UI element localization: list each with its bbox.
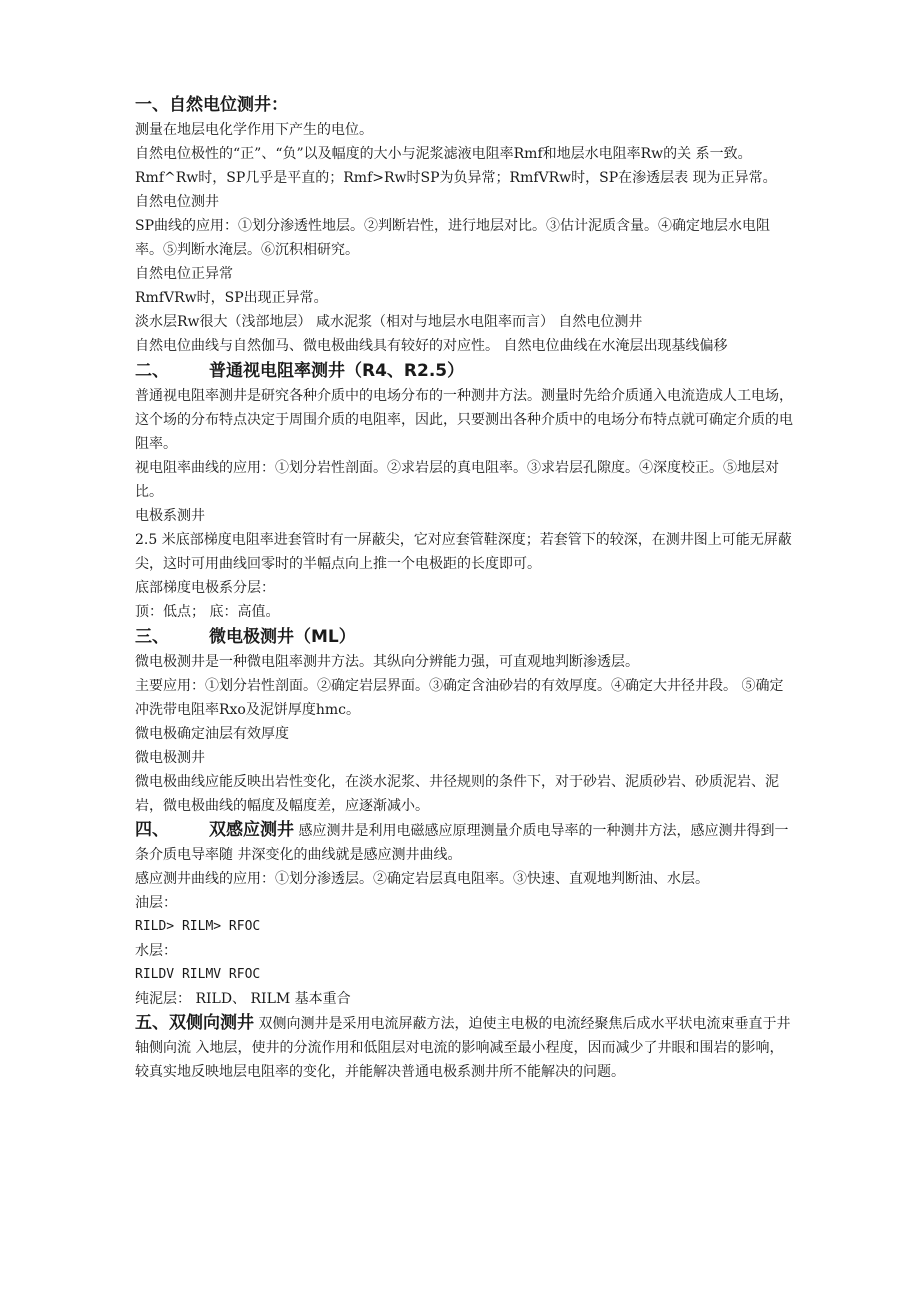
- paragraph: 2.5 米底部梯度电阻率进套管时有一屏蔽尖，它对应套管鞋深度；若套管下的较深，在测井图上可能无屏蔽尖，这时可用曲线回零时的半幅点向上推一个电极距的长度即可。: [135, 532, 792, 572]
- paragraph: 顶：低点； 底：高值。: [135, 604, 280, 620]
- paragraph: 自然电位曲线与自然伽马、微电极曲线具有较好的对应性。 自然电位曲线在水淹层出现基线偏移: [135, 338, 728, 354]
- section-5-heading: 五、双侧向测井: [135, 1013, 254, 1033]
- paragraph: SP曲线的应用：①划分渗透性地层。②判断岩性，进行地层对比。③估计泥质含量。④确定地层水电阻率。⑤判断水淹层。⑥沉积相研究。: [135, 218, 771, 258]
- section-title: 普通视电阻率测井（R4、R2.5）: [209, 361, 465, 381]
- paragraph: 主要应用：①划分岩性剖面。②确定岩层界面。③确定含油砂岩的有效厚度。④确定大井径井段。 ⑤确定冲洗带电阻率Rxo及泥饼厚度hmc。: [135, 678, 784, 718]
- section-number: 二、: [135, 361, 169, 381]
- section-5-intro: 双侧向测井是采用电流屏蔽方法，迫使主电极的电流经聚焦后成水平状电流束垂直于井轴侧向流 入地层，使井的分流作用和低阻层对电流的影响减至最小程度，因而减少了井眼和围岩的影响， 较真实地反映地层电阻率的变化，并能解决普通电极系测井所不能解决的问题。: [135, 1016, 791, 1080]
- paragraph: 油层：: [135, 895, 177, 911]
- section-3-heading: [135, 624, 795, 650]
- paragraph: 自然电位测井: [135, 194, 219, 210]
- section-number: 四、: [135, 820, 169, 840]
- paragraph: 感应测井曲线的应用：①划分渗透层。②确定岩层真电阻率。③快速、直观地判断油、水层。: [135, 871, 709, 887]
- paragraph: 淡水层Rw很大（浅部地层） 咸水泥浆（相对与地层水电阻率而言） 自然电位测井: [135, 314, 643, 330]
- paragraph: 微电极曲线应能反映出岩性变化，在淡水泥浆、井径规则的条件下，对于砂岩、泥质砂岩、砂质泥岩、泥岩，微电极曲线的幅度及幅度差，应逐渐减小。: [135, 774, 779, 814]
- section-1-heading: 一、自然电位测井：: [135, 95, 288, 115]
- paragraph: 电极系测井: [135, 508, 205, 524]
- paragraph: 普通视电阻率测井是研究各种介质中的电场分布的一种测井方法。测量时先给介质通入电流造成人工电场，这个场的分布特点决定于周围介质的电阻率，因此，只要测出各种介质中的电场分布特点就可确定介质的电阻率。: [135, 388, 793, 452]
- section-5-paragraph: [135, 1011, 795, 1084]
- paragraph: 微电极测井是一种微电阻率测井方法。其纵向分辨能力强，可直观地判断渗透层。: [135, 654, 639, 670]
- section-4-intro: 感应测井是利用电磁感应原理测量介质电导率的一种测井方法，感应测井得到一条介质电导率随 井深变化的曲线就是感应测井曲线。: [135, 823, 789, 863]
- paragraph: 视电阻率曲线的应用：①划分岩性剖面。②求岩层的真电阻率。③求岩层孔隙度。④深度校正。⑤地层对比。: [135, 460, 779, 500]
- paragraph: RILDV RILMV RFOC: [135, 967, 261, 982]
- paragraph: 纯泥层： RILD、 RILM 基本重合: [135, 991, 351, 1007]
- section-2-heading: [135, 358, 795, 384]
- paragraph: 微电极确定油层有效厚度: [135, 726, 289, 742]
- paragraph: 自然电位极性的“正”、“负”以及幅度的大小与泥浆滤液电阻率Rmf和地层水电阻率Rw的关 系一致。Rmf^Rw时，SP几乎是平直的；Rmf>Rw时SP为负异常；RmfVRw时，SP在渗透层表 现为正异常。: [135, 146, 777, 186]
- section-4-heading: [135, 820, 294, 840]
- paragraph: 底部梯度电极系分层：: [135, 580, 275, 596]
- paragraph: RILD> RILM> RFOC: [135, 919, 261, 934]
- section-title: 双感应测井: [209, 820, 294, 840]
- section-4-paragraph: [135, 818, 795, 867]
- paragraph: RmfVRw时，SP出现正异常。: [135, 290, 328, 306]
- paragraph: 自然电位正异常: [135, 266, 233, 282]
- paragraph: 微电极测井: [135, 750, 205, 766]
- paragraph: 水层：: [135, 943, 177, 959]
- section-number: 三、: [135, 627, 169, 647]
- section-title: 微电极测井（ML）: [209, 627, 356, 647]
- paragraph: 测量在地层电化学作用下产生的电位。: [135, 122, 373, 138]
- document-body: [135, 92, 795, 1084]
